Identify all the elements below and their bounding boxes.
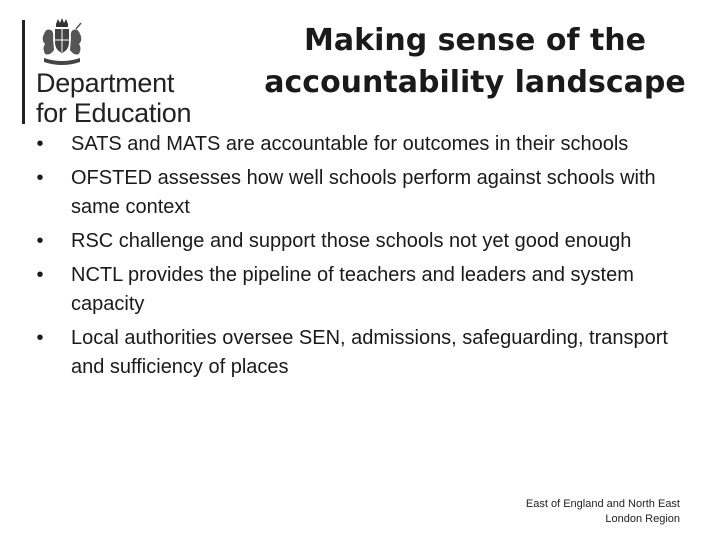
bullet-marker: • <box>36 327 44 349</box>
bullet-text: SATS and MATS are accountable for outcomes in their schools <box>71 133 629 155</box>
footer-region-label <box>526 497 680 527</box>
bullet-text: RSC challenge and support those schools not yet good enough <box>71 230 632 252</box>
bullet-item <box>30 227 700 256</box>
bullet-marker: • <box>36 133 44 155</box>
bullet-text: NCTL provides the pipeline of teachers and leaders and system capacity <box>71 264 634 315</box>
bullet-text: OFSTED assesses how well schools perform against schools with same context <box>71 167 656 218</box>
bullet-list <box>30 130 700 387</box>
logo-text-line1: Department <box>36 68 175 98</box>
bullet-text: Local authorities oversee SEN, admissions, safeguarding, transport and sufficiency of places <box>71 327 668 378</box>
logo-text-line2: for Education <box>36 98 192 128</box>
bullet-item <box>30 130 700 159</box>
slide-title <box>232 20 718 104</box>
bullet-item <box>30 261 700 319</box>
title-line1: Making sense of the <box>304 23 646 58</box>
bullet-marker: • <box>36 167 44 189</box>
royal-coat-of-arms-icon <box>36 16 88 68</box>
footer-line2: London Region <box>605 513 680 525</box>
bullet-marker: • <box>36 264 44 286</box>
dfe-logo <box>22 14 222 126</box>
footer-line1: East of England and North East <box>525 498 680 510</box>
bullet-item <box>30 164 700 222</box>
bullet-marker: • <box>36 230 44 252</box>
bullet-item <box>30 324 700 382</box>
logo-divider <box>22 20 25 124</box>
title-line2: accountability landscape <box>264 65 686 100</box>
